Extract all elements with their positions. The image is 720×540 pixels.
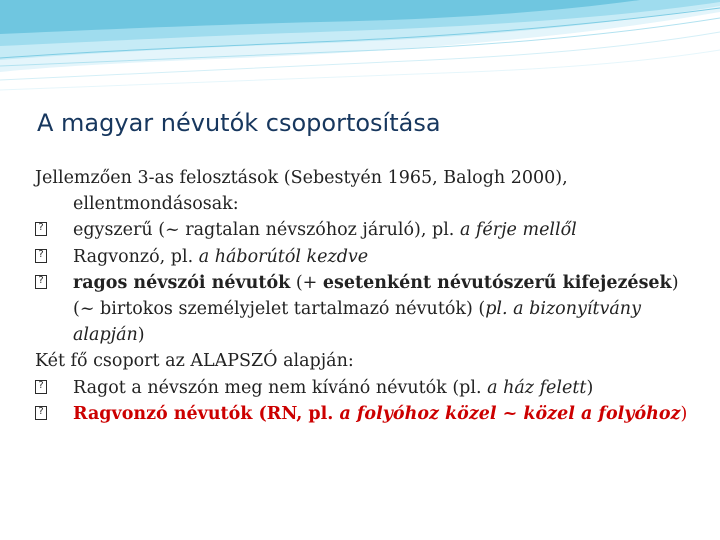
item-example: a férje mellől: [459, 220, 577, 241]
item-example: a ház felett: [487, 377, 587, 398]
item-text-mid: (+: [290, 272, 323, 293]
list-item: [35, 217, 705, 243]
list-item-highlighted: [35, 401, 705, 427]
item-text-end: ): [680, 403, 688, 424]
item-bold-term: ragos névszói névutók: [73, 272, 291, 293]
item-example: a folyóhoz közel ~ közel a folyóhoz: [339, 403, 681, 424]
item-text: ) (~ birtokos személyjelet tartalmazó névutók) (: [73, 272, 679, 320]
checkbox-glyph-icon: [35, 380, 47, 394]
checkbox-glyph-icon: [35, 249, 47, 263]
item-text-end: ): [586, 377, 594, 398]
item-bold-term: Ragvonzó névutók (RN, pl.: [73, 403, 340, 424]
item-text: egyszerű (~ ragtalan névszóhoz járuló), pl.: [73, 220, 460, 241]
item-text: Ragot a névszón meg nem kívánó névutók (pl.: [73, 377, 488, 398]
checkbox-glyph-icon: [35, 275, 47, 289]
item-bold-term-2: esetenként névutószerű kifejezések: [322, 272, 672, 293]
list-item: [35, 375, 705, 401]
slide-title: A magyar névutók csoportosítása: [37, 109, 441, 137]
decorative-wave-header: [0, 0, 720, 95]
list-item: [35, 244, 705, 270]
item-example: pl. a bizonyítvány alapján: [73, 299, 641, 346]
item-example: a háborútól kezdve: [198, 246, 369, 267]
list-item: [35, 270, 705, 349]
intro-paragraph: Jellemzően 3-as felosztások (Sebestyén 1965, Balogh 2000), ellentmondásosak:: [35, 168, 568, 215]
item-text-end: ): [137, 325, 145, 346]
section-paragraph: Két fő csoport az ALAPSZÓ alapján:: [35, 351, 354, 372]
checkbox-glyph-icon: [35, 406, 47, 420]
item-text: Ragvonzó, pl.: [73, 246, 199, 267]
slide-body: [35, 165, 705, 427]
checkbox-glyph-icon: [35, 222, 47, 236]
